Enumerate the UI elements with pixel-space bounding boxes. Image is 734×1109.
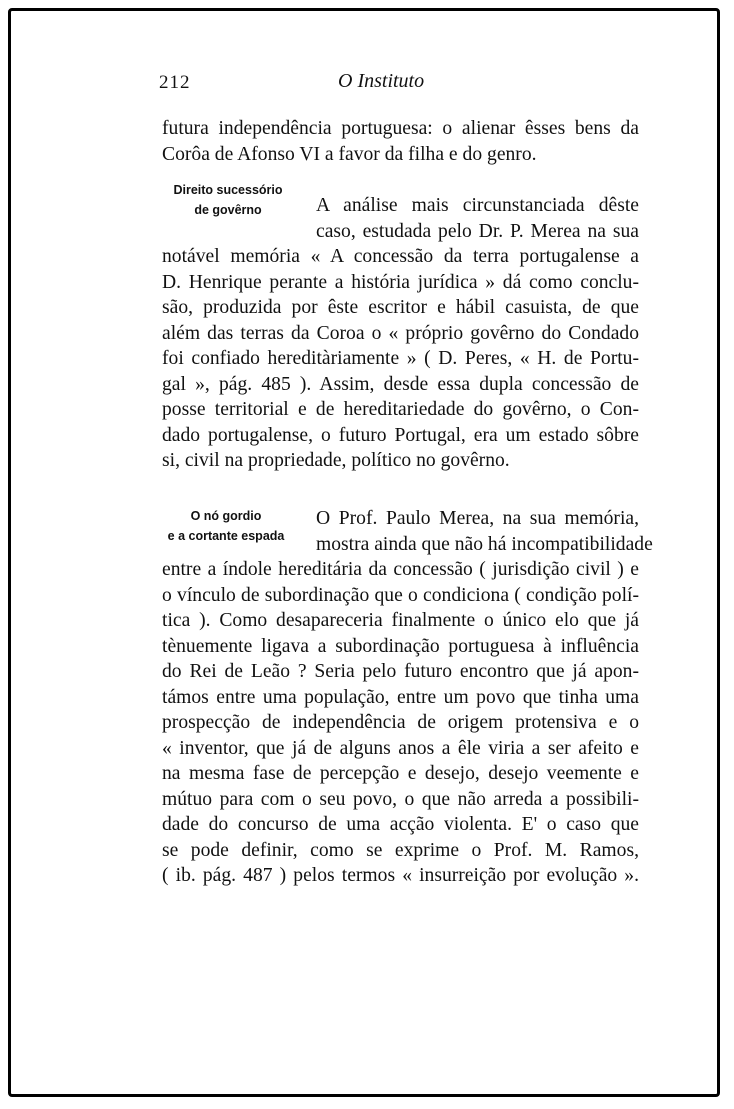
text-line: mostra ainda que não há incompatibilidade xyxy=(316,533,653,555)
text-line: ( ib. pág. 487 ) pelos termos « insurreição por evolução ». xyxy=(162,865,639,886)
text-line: futura independência portuguesa: o alienar êsses bens da xyxy=(162,118,639,139)
text-line: notável memória « A concessão da terra portugalense a xyxy=(162,246,639,267)
text-line: posse territorial e de hereditariedade do govêrno, o Con- xyxy=(162,399,639,420)
text-line: do Rei de Leão ? Seria pelo futuro encontro que já apon- xyxy=(162,661,639,682)
text-line: além das terras da Coroa o « próprio govêrno do Condado xyxy=(162,322,639,344)
text-line: támos entre uma população, entre um povo que tinha uma xyxy=(162,686,639,708)
paragraph-3 xyxy=(162,506,653,889)
page-number: 212 xyxy=(159,72,191,93)
text-line: tica ). Como desapareceria finalmente o único elo que já xyxy=(162,610,639,631)
text-line: tènuemente ligava a subordinação portuguesa à influência xyxy=(162,635,639,657)
text-line: dade do concurso de uma acção violenta. E' o caso que xyxy=(162,814,639,835)
running-title: O Instituto xyxy=(338,70,425,92)
margin-note-line: O nó gordio xyxy=(190,509,262,523)
text-line: caso, estudada pelo Dr. P. Merea na sua xyxy=(316,220,639,242)
margin-note-line: de govêrno xyxy=(194,203,262,217)
text-line: D. Henrique perante a história jurídica » dá como conclu- xyxy=(162,271,639,293)
text-line: na mesma fase de percepção e desejo, desejo veemente e xyxy=(162,763,639,784)
margin-note-line: Direito sucessório xyxy=(173,183,283,197)
text-line: dado portugalense, o futuro Portugal, era um estado sôbre xyxy=(162,424,639,446)
text-line: foi confiado hereditàriamente » ( D. Peres, « H. de Portu- xyxy=(162,348,639,369)
text-line: « inventor, que já de alguns anos a êle viria a ser afeito e xyxy=(162,737,639,759)
paragraph-2 xyxy=(162,193,639,474)
text-line: o vínculo de subordinação que o condiciona ( condição polí- xyxy=(162,584,639,606)
text-line: são, produzida por êste escritor e hábil casuista, de que xyxy=(162,297,639,318)
text-line: prospecção de independência de origem protensiva e o xyxy=(162,712,639,733)
text-line: si, civil na propriedade, político no govêrno. xyxy=(162,450,510,471)
text-line: mútuo para com o seu povo, o que não arreda a possibili- xyxy=(162,788,639,810)
text-line: se pode definir, como se exprime o Prof. M. Ramos, xyxy=(162,839,639,861)
text-line: gal », pág. 485 ). Assim, desde essa dupla concessão de xyxy=(162,373,639,395)
text-line: Corôa de Afonso VI a favor da filha e do genro. xyxy=(162,143,537,165)
margin-note-line: e a cortante espada xyxy=(167,529,285,543)
text-line: A análise mais circunstanciada dêste xyxy=(316,195,639,216)
text-line: entre a índole hereditária da concessão ( jurisdição civil ) e xyxy=(162,559,639,580)
text-line: O Prof. Paulo Merea, na sua memória, xyxy=(316,508,639,529)
paragraph-1 xyxy=(162,116,639,167)
